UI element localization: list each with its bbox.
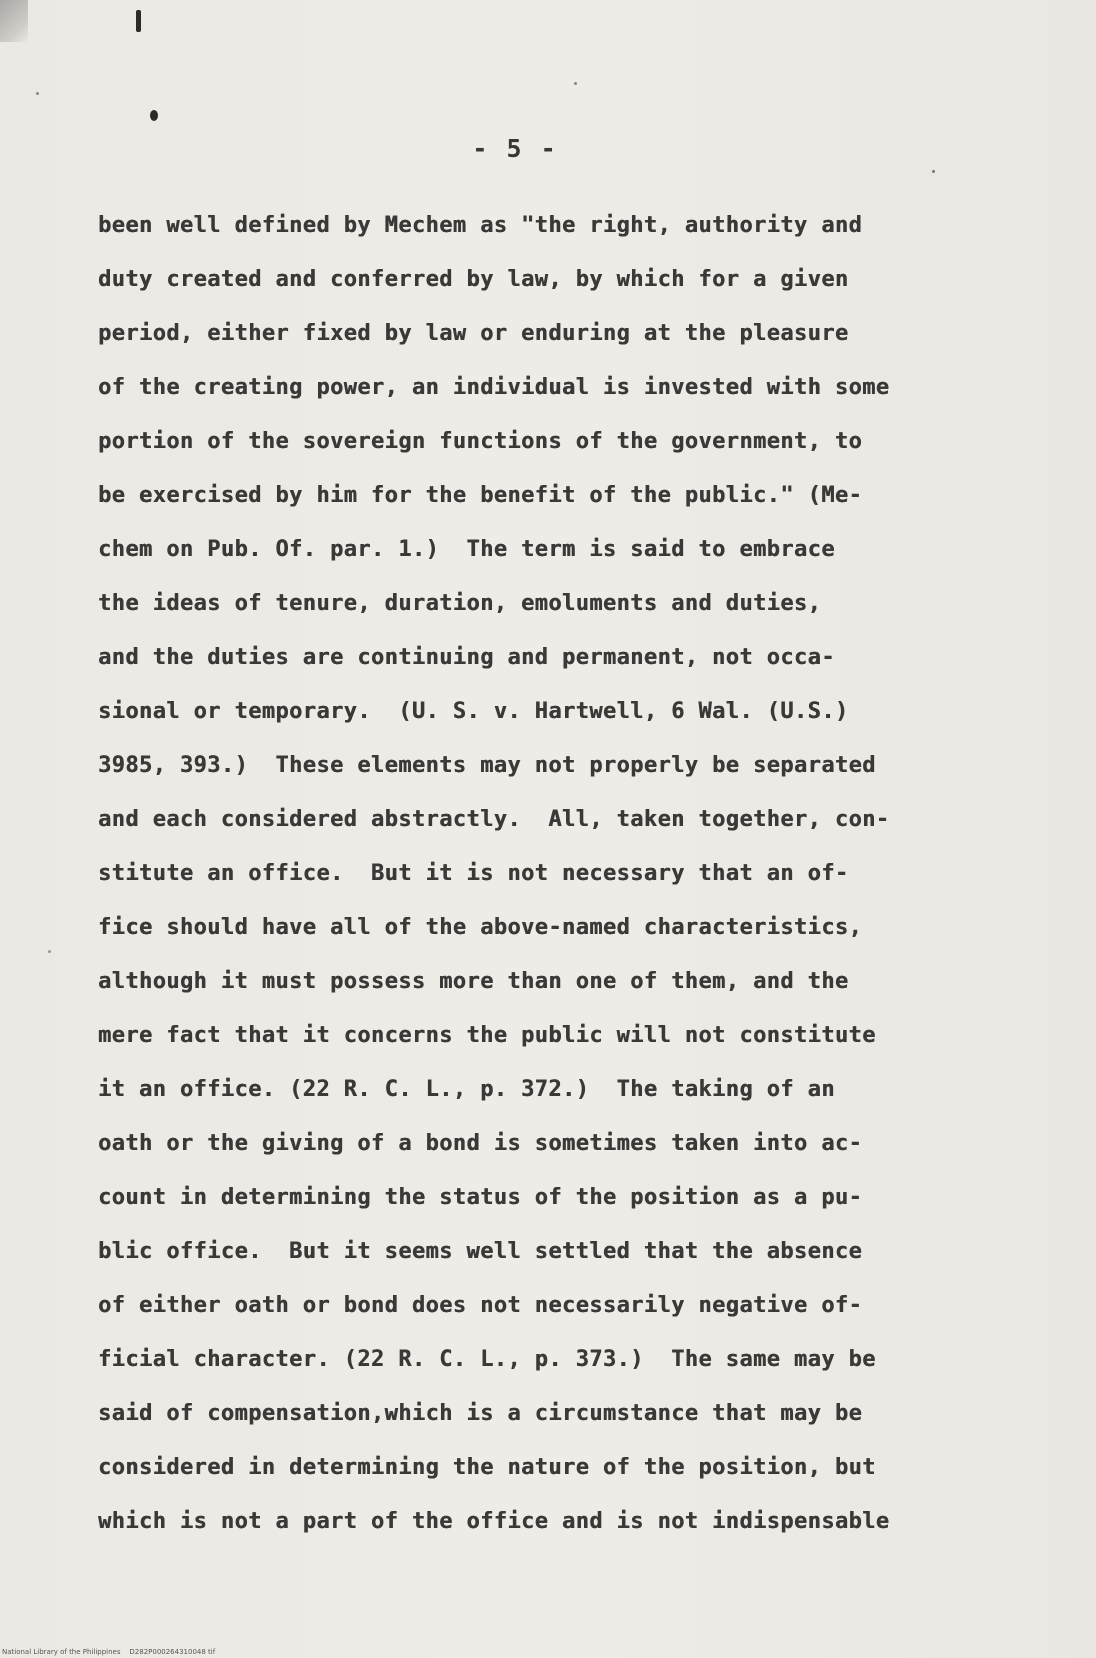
text-line: blic office. But it seems well settled that the absence: [98, 1239, 863, 1264]
text-line: mere fact that it concerns the public will not constitute: [98, 1023, 876, 1048]
text-line: the ideas of tenure, duration, emoluments and duties,: [98, 591, 822, 616]
scan-corner-shadow: [0, 0, 28, 42]
scan-speck: [932, 170, 935, 173]
text-line: been well defined by Mechem as "the right, authority and: [98, 213, 863, 238]
text-line: said of compensation,which is a circumstance that may be: [98, 1401, 863, 1426]
text-line: of the creating power, an individual is invested with some: [98, 375, 890, 400]
scan-speck: [136, 10, 141, 32]
text-line: stitute an office. But it is not necessary that an of-: [98, 861, 849, 886]
text-line: considered in determining the nature of the position, but: [98, 1455, 876, 1480]
text-line: period, either fixed by law or enduring at the pleasure: [98, 321, 849, 346]
text-line: which is not a part of the office and is not indispensable: [98, 1509, 890, 1534]
scan-speck: [574, 82, 577, 85]
text-line: and the duties are continuing and permanent, not occa-: [98, 645, 835, 670]
scan-speck: [36, 92, 39, 95]
text-line: ficial character. (22 R. C. L., p. 373.) The same may be: [98, 1347, 876, 1372]
text-line: portion of the sovereign functions of the government, to: [98, 429, 863, 454]
text-line: sional or temporary. (U. S. v. Hartwell, 6 Wal. (U.S.): [98, 699, 849, 724]
body-text: [98, 210, 998, 1560]
text-line: fice should have all of the above-named characteristics,: [98, 915, 863, 940]
text-line: chem on Pub. Of. par. 1.) The term is said to embrace: [98, 537, 835, 562]
text-line: although it must possess more than one of them, and the: [98, 969, 849, 994]
text-line: 3985, 393.) These elements may not properly be separated: [98, 753, 876, 778]
scan-speck: [48, 950, 51, 953]
page-number: - 5 -: [472, 134, 558, 163]
text-line: count in determining the status of the position as a pu-: [98, 1185, 863, 1210]
scan-footer-caption: National Library of the Philippines D282P000264310048 tif: [2, 1648, 216, 1656]
text-line: duty created and conferred by law, by which for a given: [98, 267, 849, 292]
text-line: oath or the giving of a bond is sometimes taken into ac-: [98, 1131, 863, 1156]
text-line: it an office. (22 R. C. L., p. 372.) The taking of an: [98, 1077, 835, 1102]
text-line: of either oath or bond does not necessarily negative of-: [98, 1293, 863, 1318]
scan-speck: [150, 110, 158, 121]
text-line: and each considered abstractly. All, taken together, con-: [98, 807, 890, 832]
text-line: be exercised by him for the benefit of the public." (Me-: [98, 483, 863, 508]
